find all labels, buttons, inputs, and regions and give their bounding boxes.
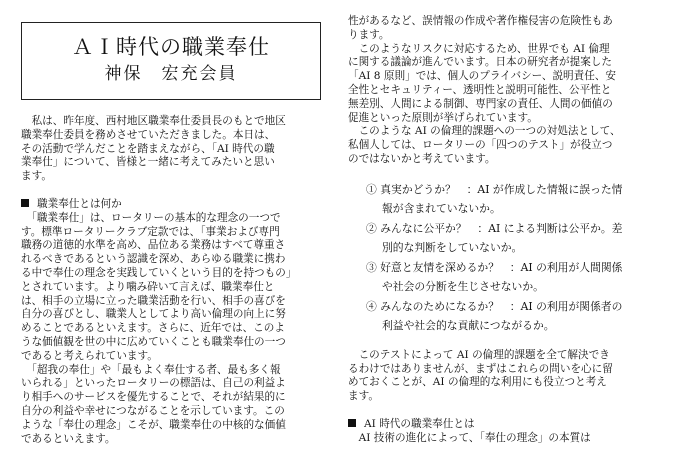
- right-column: [348, 0, 668, 450]
- list-item: [366, 258, 668, 297]
- text-line: 無差別、人間による制御、専門家の責任、人間の価値の: [348, 97, 613, 110]
- section-heading-text: 職業奉仕とは何か: [37, 197, 122, 210]
- text-line: 業奉仕」について、皆様と一緒に考えてみたいと思い: [21, 156, 275, 169]
- list-item-text: みんなに公平か？ ：AI による判断は公平か。差: [380, 221, 623, 235]
- text-line: AI 技術の進化によって、「奉仕の理念」の本質は: [348, 431, 591, 444]
- section-body: [348, 432, 668, 446]
- list-item-line: [366, 219, 668, 239]
- section-body: [21, 212, 329, 447]
- text-line: す。標準ロータリークラブ定款では、「事業および専門: [21, 225, 280, 238]
- text-line: 「AI 8 原則」では、個人のプライバシー、説明責任、安: [348, 70, 617, 83]
- text-line: 自分の利益や幸せにつながることを示しています。この: [21, 404, 285, 417]
- list-number: ④: [366, 299, 377, 313]
- title-box: [21, 22, 321, 100]
- text-line: 「超我の奉仕」や「最もよく奉仕する者、最も多く報: [21, 363, 281, 376]
- list-item: [366, 180, 668, 219]
- list-number: ②: [366, 221, 377, 235]
- text-line: とされています。より噛み砕いて言えば、職業奉仕と: [21, 280, 275, 293]
- text-line: 全性とセキュリティー、透明性と説明可能性、公平性と: [348, 83, 612, 96]
- square-bullet-icon: [21, 199, 29, 207]
- list-item-line: [366, 258, 668, 278]
- text-line: ます。: [348, 390, 379, 403]
- list-item: [366, 219, 668, 258]
- text-line: ます。: [21, 170, 52, 183]
- text-line: このテストによって AI の倫理的課題を全て解決でき: [348, 348, 610, 361]
- square-bullet-icon: [348, 419, 356, 427]
- section-heading-text: AI 時代の職業奉仕とは: [364, 417, 475, 430]
- text-line: 私は、昨年度、西村地区職業奉仕委員長のもとで地区: [21, 115, 286, 127]
- list-item-line: [366, 180, 668, 200]
- list-number: ③: [366, 260, 377, 274]
- text-line: めておくことが、AI の倫理的な利用にも役立つと考え: [348, 376, 607, 389]
- text-line: ような「奉仕の理念」こそが、職業奉仕の中核的な価値: [21, 418, 286, 431]
- text-line: るわけではありませんが、まずはこれらの問いを心に留: [348, 362, 613, 375]
- list-item: [366, 297, 668, 336]
- text-line: 「職業奉仕」は、ロータリーの基本的な理念の一つで: [21, 211, 281, 224]
- list-item-text: 別的な判断をしていないか。: [382, 241, 523, 255]
- text-line: 私個人しては、ロータリーの「四つのテスト」が役立つ: [348, 139, 613, 152]
- text-line: 性があるなど、誤情報の作成や著作権侵害の危険性もあ: [348, 15, 613, 27]
- text-line: 職業奉仕委員を務めさせていただきました。本日は、: [21, 128, 276, 141]
- right-paragraphs: [348, 15, 668, 167]
- section-heading: [21, 198, 329, 212]
- text-line: る中で奉仕の理念を実践していくという目的を持つもの」: [21, 266, 297, 279]
- text-line: れるべきであるという認識を深め、あらゆる職業に携わ: [21, 253, 286, 266]
- four-way-test-list: [348, 180, 668, 336]
- text-line: うな価値観を世の中に広めていくことも職業奉仕の一つ: [21, 335, 286, 348]
- text-line: ります。: [348, 28, 390, 41]
- list-item-text: 利益や社会的な貢献につながるか。: [382, 319, 555, 333]
- text-line: は、相手の立場に立った職業活動を行い、相手の喜びを: [21, 294, 286, 307]
- text-line: り相手へのサービスを優先することで、それが結果的に: [21, 391, 286, 404]
- list-item-line: [366, 297, 668, 317]
- list-item-text: 真実かどうか？ ：AI が作成した情報に誤った情: [380, 182, 623, 196]
- text-line: のではないかと考えています。: [348, 152, 496, 165]
- text-line: めることであるといえます。さらに、近年では、このよ: [21, 322, 285, 335]
- list-item-text: みんなのためになるか？ ：AI の利用が関係者の: [380, 299, 623, 313]
- text-line: このような AI の倫理的課題への一つの対処法として、: [348, 125, 621, 138]
- intro-paragraph: [21, 115, 329, 184]
- text-line: その活動で学んだことを踏まえながら、「AI 時代の職: [21, 142, 275, 155]
- text-line: に関する議論が進んでいます。日本の研究者が提案した: [348, 56, 612, 69]
- text-line: このようなリスクに対応するため、世界でも AI 倫理: [348, 42, 610, 55]
- text-line: であるといえます。: [21, 432, 116, 445]
- list-item-text: 報が含まれていないか。: [382, 202, 501, 216]
- conclusion-paragraph: [348, 349, 668, 404]
- list-item-text: や社会の分断を生じさせないか。: [382, 280, 544, 294]
- article-author: 神保 宏充会員: [104, 64, 238, 84]
- text-line: いられる」といったロータリーの標語は、自己の利益よ: [21, 377, 286, 390]
- text-line: 自分の喜びとし、職業人としてより高い倫理の向上に努: [21, 308, 286, 321]
- text-line: 促進といった原則が挙げられています。: [348, 111, 538, 124]
- text-line: であると考えられています。: [21, 349, 158, 362]
- article-title: ＡＩ時代の職業奉仕: [72, 35, 270, 59]
- left-column: [21, 0, 329, 450]
- list-item-text: 好意と友情を深めるか？ ：AI の利用が人間関係: [380, 260, 623, 274]
- text-line: 職務の道徳的水準を高め、品位ある業務はすべて尊重さ: [21, 239, 286, 252]
- section-heading: [348, 418, 668, 432]
- list-number: ①: [366, 182, 377, 196]
